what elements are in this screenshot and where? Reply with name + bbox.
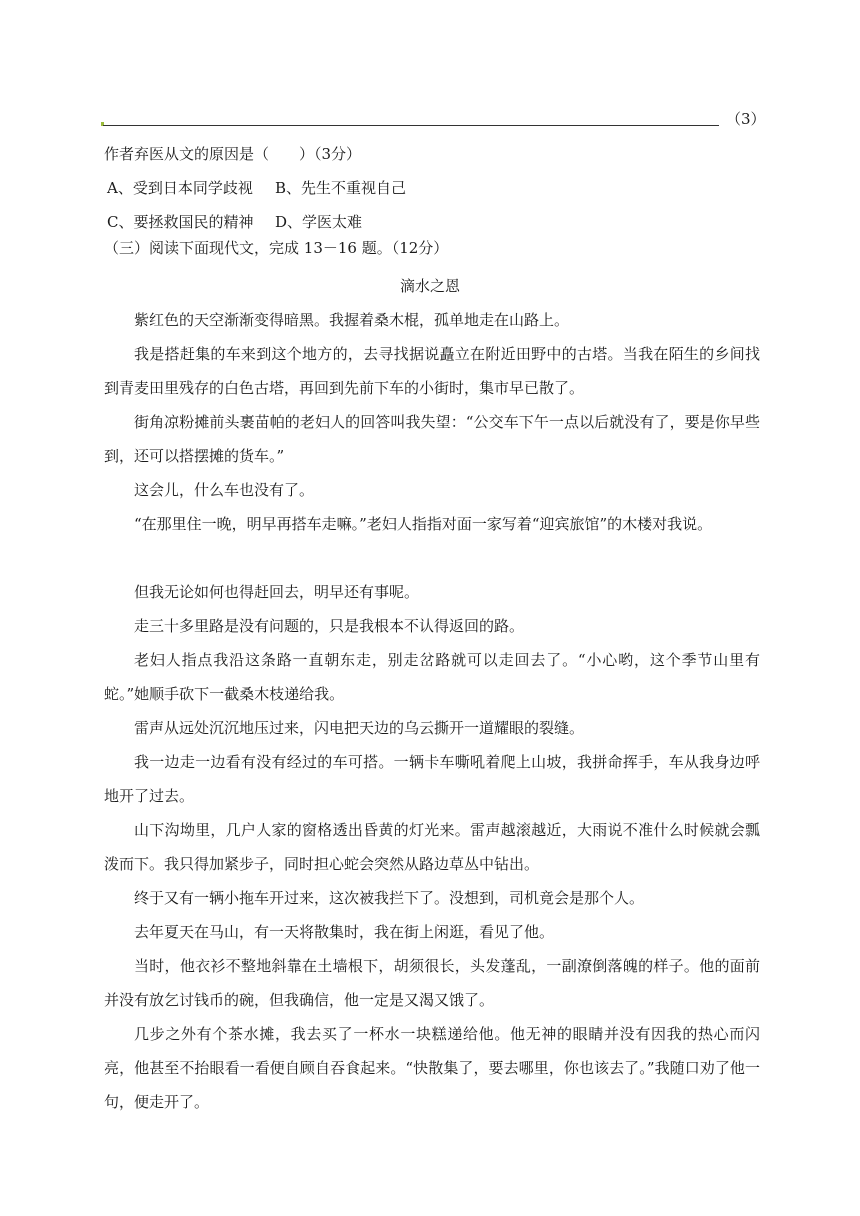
paragraph: 雷声从远处沉沉地压过来，闪电把天边的乌云撕开一道耀眼的裂缝。: [134, 719, 585, 737]
paragraph: 我是搭赶集的车来到这个地方的，去寻找据说矗立在附近田野中的古塔。当我在陌生的乡间找到青麦田里残存的白色古塔，再回到先前下车的小街时，集市早已散了。: [104, 345, 760, 397]
paragraph: 山下沟坳里，几户人家的窗格透出昏黄的灯光来。雷声越滚越近，大雨说不准什么时候就会瓢泼而下。我只得加紧步子，同时担心蛇会突然从路边草丛中钻出。: [104, 821, 760, 873]
paragraph: 紫红色的天空渐渐变得暗黑。我握着桑木棍，孤单地走在山路上。: [134, 311, 570, 329]
option-d: D、学医太难: [275, 213, 363, 231]
answer-blank-line: [103, 125, 719, 126]
paragraph: 这会儿，什么车也没有了。: [134, 481, 315, 499]
paragraph: 街角凉粉摊前头裹苗帕的老妇人的回答叫我失望：“公交车下午一点以后就没有了，要是你早些到，还可以搭摆摊的货车。”: [104, 413, 760, 465]
paragraph: 去年夏天在马山，有一天将散集时，我在街上闲逛，看见了他。: [134, 923, 555, 941]
paragraph: 当时，他衣衫不整地斜靠在土墙根下，胡须很长，头发蓬乱，一副潦倒落魄的样子。他的面前并没有放乞讨钱币的碗，但我确信，他一定是又渴又饿了。: [104, 957, 760, 1009]
paragraph: 走三十多里路是没有问题的，只是我根本不认得返回的路。: [134, 617, 525, 635]
answer-line-row: [101, 108, 766, 132]
paragraph: 终于又有一辆小拖车开过来，这次被我拦下了。没想到，司机竟会是那个人。: [134, 889, 645, 907]
article-title: 滴水之恩: [399, 277, 460, 295]
paragraph: “在那里住一晚，明早再搭车走嘛。”老妇人指指对面一家写着“迎宾旅馆”的木楼对我说。: [134, 515, 713, 533]
paragraph: 我一边走一边看有没有经过的车可搭。一辆卡车嘶吼着爬上山坡，我拼命挥手，车从我身边呼地开了过去。: [104, 753, 760, 805]
option-c: C、要拯救国民的精神: [107, 213, 254, 231]
option-b: B、先生不重视自己: [275, 179, 407, 197]
question-stem: 作者弃医从文的原因是（ ）（3分）: [104, 145, 362, 163]
paragraph: 几步之外有个茶水摊，我去买了一杯水一块糕递给他。他无神的眼睛并没有因我的热心而闪亮，他甚至不抬眼看一看便自顾自吞食起来。“快散集了，要去哪里，你也该去了。”我随口劝了他一句，便走开了。: [104, 1025, 760, 1111]
section-heading: （三）阅读下面现代文，完成 13－16 题。（12分）: [104, 239, 449, 257]
paragraph: 老妇人指点我沿这条路一直朝东走，别走岔路就可以走回去了。“小心哟，这个季节山里有蛇。”她顺手砍下一截桑木枝递给我。: [104, 651, 760, 703]
answer-number: （3）: [726, 110, 766, 128]
option-a: A、受到日本同学歧视: [107, 179, 253, 197]
paragraph: 但我无论如何也得赶回去，明早还有事呢。: [134, 583, 420, 601]
